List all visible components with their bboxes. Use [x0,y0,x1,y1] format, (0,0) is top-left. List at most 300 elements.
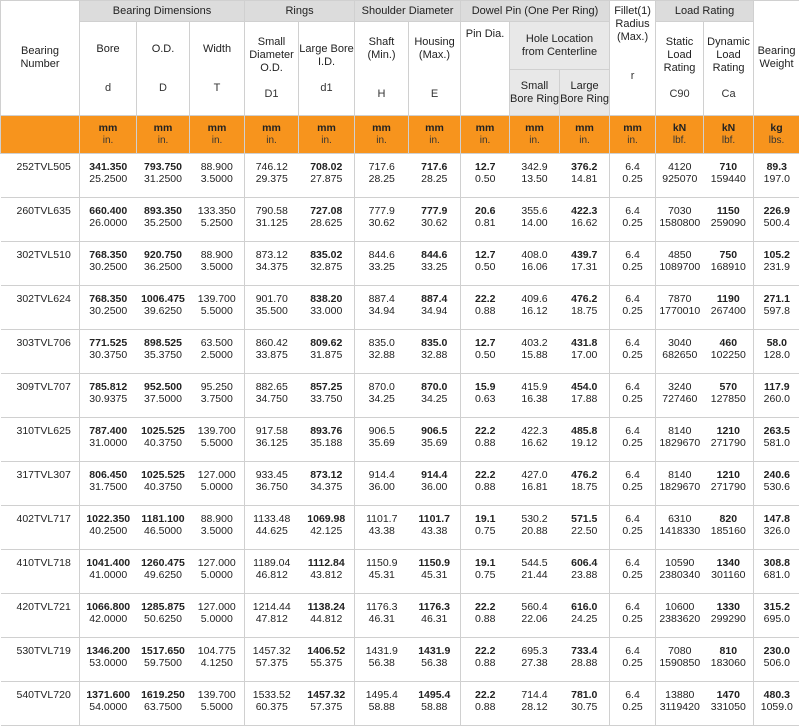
table-cell [80,330,137,374]
table-cell [299,550,355,594]
imperial-value: 0.88 [461,613,510,625]
metric-value: 768.350 [80,249,137,261]
table-cell [704,242,754,286]
imperial-value: 5.0000 [190,481,245,493]
metric-value: 22.2 [461,689,510,701]
unit-cell: kN lbf. [656,116,704,154]
table-cell [610,330,656,374]
metric-value: 1533.52 [245,689,299,701]
imperial-value: 18.75 [560,305,610,317]
table-cell [245,330,299,374]
imperial-value: 231.9 [754,261,799,273]
metric-value: 139.700 [190,425,245,437]
table-cell [137,682,190,726]
metric-value: 6.4 [610,205,655,217]
imperial-value: 17.00 [560,349,610,361]
table-cell [245,374,299,418]
width-label: Width [203,43,231,55]
table-cell [656,374,704,418]
metric-value: 341.350 [80,161,137,173]
col-dynamic-load [704,22,754,116]
imperial-value: 0.25 [610,173,655,185]
metric-value: 898.525 [137,337,190,349]
imperial-value: 1829670 [656,437,704,449]
metric-value: 695.3 [510,645,560,657]
metric-value: 6.4 [610,381,655,393]
metric-value: 3240 [656,381,704,393]
imperial-value: 4.1250 [190,657,245,669]
imperial-value: 28.88 [560,657,610,669]
table-row [1,550,799,594]
imperial-value: 14.00 [510,217,560,229]
metric-value: 952.500 [137,381,190,393]
metric-value: 133.350 [190,205,245,217]
imperial-value: 3.7500 [190,393,245,405]
imperial-value: 16.12 [510,305,560,317]
imperial-value: 271790 [704,437,754,449]
metric-value: 95.250 [190,381,245,393]
metric-value: 1150 [704,205,754,217]
metric-value: 6.4 [610,161,655,173]
imperial-value: 0.25 [610,349,655,361]
imperial-value: 33.25 [409,261,461,273]
metric-value: 727.08 [299,205,355,217]
table-cell [80,418,137,462]
table-cell [461,330,510,374]
metric-value: 6.4 [610,469,655,481]
table-cell [137,242,190,286]
dynamic-load-label: Dynamic Load Rating [707,36,750,74]
unit-cell: mm in. [137,116,190,154]
metric-value: 422.3 [560,205,610,217]
bearing-number: 252TVL505 [1,154,80,198]
table-cell [299,242,355,286]
metric-value: 835.02 [299,249,355,261]
imperial-value: 46.5000 [137,525,190,537]
imperial-value: 41.0000 [80,569,137,581]
metric-value: 870.0 [409,381,461,393]
table-cell [610,594,656,638]
metric-value: 117.9 [754,381,799,393]
table-row [1,286,799,330]
metric-value: 6.4 [610,337,655,349]
table-cell [137,462,190,506]
table-cell [409,374,461,418]
table-cell [560,638,610,682]
metric-value: 127.000 [190,557,245,569]
metric-value: 226.9 [754,205,799,217]
imperial-value: 54.0000 [80,701,137,713]
group-load-rating: Load Rating [656,1,754,22]
table-cell [656,638,704,682]
table-cell [610,374,656,418]
metric-value: 917.58 [245,425,299,437]
table-cell [137,286,190,330]
metric-value: 838.20 [299,293,355,305]
metric-value: 22.2 [461,425,510,437]
table-cell [299,374,355,418]
group-dowel-pin: Dowel Pin (One Per Ring) [461,1,610,22]
metric-value: 12.7 [461,249,510,261]
metric-value: 1138.24 [299,601,355,613]
table-cell [409,550,461,594]
table-cell [610,638,656,682]
metric-value: 1470 [704,689,754,701]
table-cell [704,154,754,198]
imperial-value: 530.6 [754,481,799,493]
metric-value: 893.76 [299,425,355,437]
table-cell [137,330,190,374]
table-cell [610,550,656,594]
imperial-value: 301160 [704,569,754,581]
metric-value: 6310 [656,513,704,525]
metric-value: 1457.32 [299,689,355,701]
table-cell [245,594,299,638]
static-load-label: Static Load Rating [664,36,696,74]
col-shaft [355,22,409,116]
imperial-value: 19.12 [560,437,610,449]
imperial-value: 681.0 [754,569,799,581]
table-cell [355,330,409,374]
bearing-number: 317TVL307 [1,462,80,506]
imperial-value: 28.25 [409,173,461,185]
sym-H: H [378,88,386,100]
imperial-value: 57.375 [245,657,299,669]
metric-value: 427.0 [510,469,560,481]
table-cell [704,418,754,462]
table-cell [245,418,299,462]
imperial-value: 34.750 [245,393,299,405]
metric-value: 1006.475 [137,293,190,305]
table-row [1,506,799,550]
metric-value: 439.7 [560,249,610,261]
bearing-number: 410TVL718 [1,550,80,594]
metric-value: 6.4 [610,689,655,701]
imperial-value: 3119420 [656,701,704,713]
imperial-value: 28.25 [355,173,409,185]
table-cell [137,418,190,462]
imperial-value: 0.81 [461,217,510,229]
metric-value: 1619.250 [137,689,190,701]
imperial-value: 260.0 [754,393,799,405]
table-cell [409,638,461,682]
metric-value: 376.2 [560,161,610,173]
imperial-value: 183060 [704,657,754,669]
table-cell [409,594,461,638]
imperial-value: 45.31 [355,569,409,581]
table-cell [355,594,409,638]
table-cell [80,198,137,242]
table-cell [754,286,799,330]
imperial-value: 0.25 [610,261,655,273]
table-cell [656,330,704,374]
table-cell [190,154,245,198]
metric-value: 1210 [704,425,754,437]
metric-value: 308.8 [754,557,799,569]
table-cell [137,550,190,594]
table-row [1,154,799,198]
col-static-load [656,22,704,116]
table-cell [80,682,137,726]
imperial-value: 197.0 [754,173,799,185]
sym-T: T [214,82,221,94]
table-cell [80,286,137,330]
sym-D: D [159,82,167,94]
imperial-value: 34.94 [409,305,461,317]
imperial-value: 22.06 [510,613,560,625]
table-cell [245,286,299,330]
table-cell [656,462,704,506]
table-cell [560,506,610,550]
table-cell [137,638,190,682]
table-cell [299,506,355,550]
metric-value: 906.5 [409,425,461,437]
table-cell [245,682,299,726]
table-cell [80,638,137,682]
metric-value: 4850 [656,249,704,261]
metric-value: 1022.350 [80,513,137,525]
col-large-bore [299,22,355,116]
metric-value: 408.0 [510,249,560,261]
metric-value: 1133.48 [245,513,299,525]
imperial-value: 128.0 [754,349,799,361]
imperial-value: 1829670 [656,481,704,493]
metric-value: 22.2 [461,293,510,305]
bearing-number: 302TVL624 [1,286,80,330]
metric-value: 139.700 [190,293,245,305]
metric-value: 746.12 [245,161,299,173]
imperial-value: 25.2500 [80,173,137,185]
imperial-value: 32.88 [355,349,409,361]
col-fillet [610,1,656,116]
table-cell [461,638,510,682]
col-pin-dia [461,22,510,116]
imperial-value: 20.88 [510,525,560,537]
table-cell [560,154,610,198]
imperial-value: 34.25 [355,393,409,405]
table-cell [190,594,245,638]
imperial-value: 30.62 [355,217,409,229]
table-cell [190,418,245,462]
imperial-value: 0.75 [461,525,510,537]
metric-value: 1431.9 [355,645,409,657]
metric-value: 20.6 [461,205,510,217]
table-row [1,330,799,374]
imperial-value: 1089700 [656,261,704,273]
table-cell [190,286,245,330]
imperial-value: 30.9375 [80,393,137,405]
bearing-number: 402TVL717 [1,506,80,550]
imperial-value: 102250 [704,349,754,361]
table-cell [137,154,190,198]
imperial-value: 259090 [704,217,754,229]
col-od [137,22,190,116]
metric-value: 15.9 [461,381,510,393]
table-cell [704,594,754,638]
table-cell [355,286,409,330]
metric-value: 887.4 [355,293,409,305]
table-cell [245,506,299,550]
table-cell [754,330,799,374]
table-cell [299,198,355,242]
imperial-value: 5.0000 [190,569,245,581]
imperial-value: 35.500 [245,305,299,317]
imperial-value: 30.3750 [80,349,137,361]
unit-cell: mm in. [355,116,409,154]
table-cell [704,638,754,682]
table-cell [754,638,799,682]
table-cell [656,418,704,462]
imperial-value: 0.25 [610,657,655,669]
table-cell [656,550,704,594]
metric-value: 809.62 [299,337,355,349]
table-cell [704,682,754,726]
imperial-value: 13.50 [510,173,560,185]
metric-value: 882.65 [245,381,299,393]
table-cell [510,374,560,418]
imperial-value: 27.38 [510,657,560,669]
table-cell [754,374,799,418]
metric-value: 1406.52 [299,645,355,657]
imperial-value: 32.875 [299,261,355,273]
unit-cell: kg lbs. [754,116,799,154]
bearing-number: 303TVL706 [1,330,80,374]
imperial-value: 40.3750 [137,481,190,493]
table-cell [510,198,560,242]
table-cell [461,462,510,506]
metric-value: 22.2 [461,601,510,613]
metric-value: 22.2 [461,645,510,657]
unit-cell: kN lbf. [704,116,754,154]
table-cell [510,462,560,506]
metric-value: 1101.7 [355,513,409,525]
imperial-value: 682650 [656,349,704,361]
imperial-value: 35.2500 [137,217,190,229]
metric-value: 240.6 [754,469,799,481]
metric-value: 22.2 [461,469,510,481]
metric-value: 10590 [656,557,704,569]
metric-value: 660.400 [80,205,137,217]
imperial-value: 34.25 [409,393,461,405]
imperial-value: 47.812 [245,613,299,625]
imperial-value: 63.7500 [137,701,190,713]
table-cell [461,286,510,330]
sym-d1: d1 [320,82,332,94]
table-cell [510,682,560,726]
imperial-value: 60.375 [245,701,299,713]
metric-value: 530.2 [510,513,560,525]
table-cell [409,418,461,462]
imperial-value: 21.44 [510,569,560,581]
table-cell [656,594,704,638]
imperial-value: 0.50 [461,261,510,273]
fillet-label: Fillet(1) Radius (Max.) [614,5,651,43]
metric-value: 710 [704,161,754,173]
table-cell [190,330,245,374]
table-cell [656,198,704,242]
imperial-value: 23.88 [560,569,610,581]
metric-value: 104.775 [190,645,245,657]
metric-value: 768.350 [80,293,137,305]
imperial-value: 1580800 [656,217,704,229]
metric-value: 887.4 [409,293,461,305]
imperial-value: 0.25 [610,481,655,493]
metric-value: 1214.44 [245,601,299,613]
metric-value: 7030 [656,205,704,217]
imperial-value: 5.5000 [190,701,245,713]
imperial-value: 0.25 [610,569,655,581]
metric-value: 139.700 [190,689,245,701]
metric-value: 315.2 [754,601,799,613]
table-cell [461,418,510,462]
table-cell [704,506,754,550]
metric-value: 914.4 [355,469,409,481]
imperial-value: 1770010 [656,305,704,317]
imperial-value: 33.750 [299,393,355,405]
imperial-value: 36.00 [409,481,461,493]
imperial-value: 0.88 [461,305,510,317]
imperial-value: 0.25 [610,525,655,537]
bearing-number: 260TVL635 [1,198,80,242]
table-cell [704,550,754,594]
table-cell [409,154,461,198]
metric-value: 1517.650 [137,645,190,657]
table-cell [560,418,610,462]
table-cell [510,154,560,198]
unit-cell: mm in. [80,116,137,154]
table-cell [80,242,137,286]
metric-value: 616.0 [560,601,610,613]
metric-value: 708.02 [299,161,355,173]
table-cell [610,682,656,726]
table-row [1,374,799,418]
table-cell [409,330,461,374]
imperial-value: 43.38 [409,525,461,537]
table-row [1,682,799,726]
metric-value: 570 [704,381,754,393]
metric-value: 544.5 [510,557,560,569]
imperial-value: 39.6250 [137,305,190,317]
metric-value: 88.900 [190,513,245,525]
metric-value: 1457.32 [245,645,299,657]
table-cell [610,462,656,506]
metric-value: 835.0 [355,337,409,349]
od-label: O.D. [152,43,175,55]
unit-cell: mm in. [190,116,245,154]
imperial-value: 28.625 [299,217,355,229]
col-housing [409,22,461,116]
unit-cell: mm in. [461,116,510,154]
metric-value: 13880 [656,689,704,701]
imperial-value: 0.50 [461,173,510,185]
metric-value: 105.2 [754,249,799,261]
group-shoulder-diameter: Shoulder Diameter [355,1,461,22]
imperial-value: 159440 [704,173,754,185]
metric-value: 409.6 [510,293,560,305]
imperial-value: 1059.0 [754,701,799,713]
bearing-number: 530TVL719 [1,638,80,682]
table-row [1,198,799,242]
table-row [1,594,799,638]
imperial-value: 36.2500 [137,261,190,273]
imperial-value: 16.06 [510,261,560,273]
sym-E: E [431,88,438,100]
metric-value: 8140 [656,425,704,437]
col-bore [80,22,137,116]
imperial-value: 0.88 [461,437,510,449]
imperial-value: 56.38 [409,657,461,669]
metric-value: 88.900 [190,161,245,173]
